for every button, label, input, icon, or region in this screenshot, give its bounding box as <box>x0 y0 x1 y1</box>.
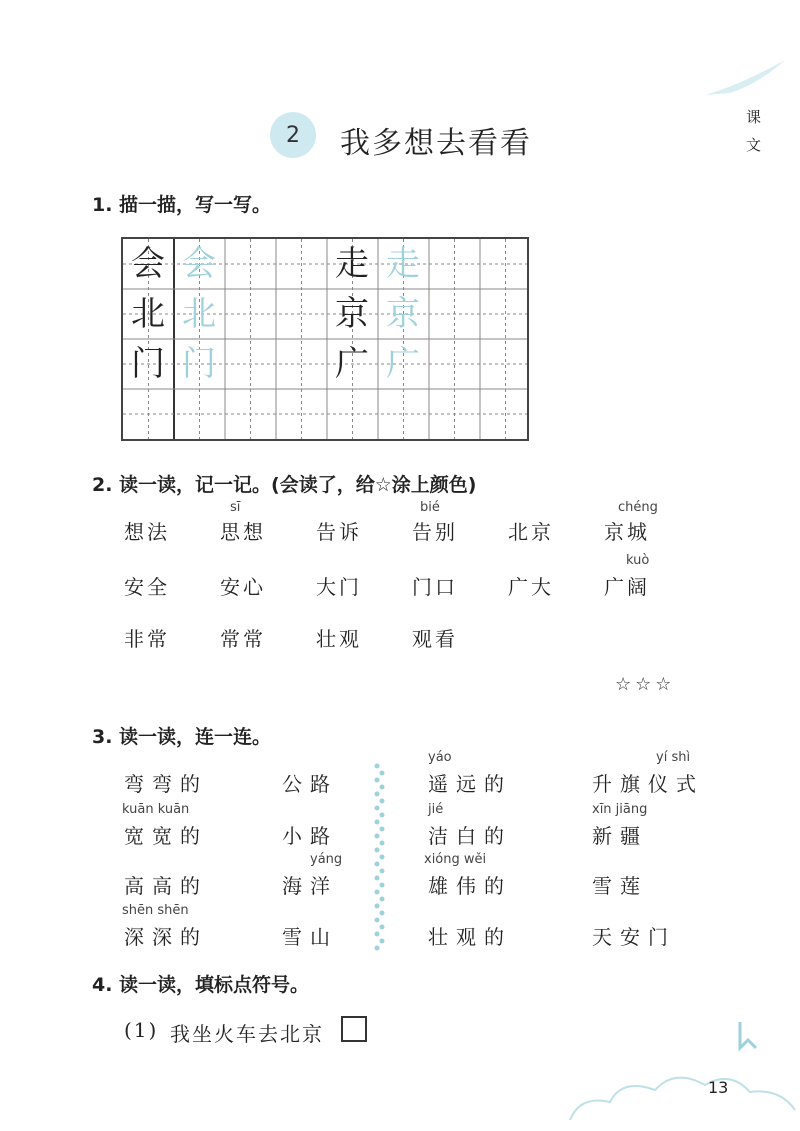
grid-char-solid: 门 <box>131 344 165 384</box>
match-item[interactable]: 升旗仪式 <box>592 772 704 796</box>
match-item[interactable]: 宽宽的 <box>124 824 208 848</box>
pinyin: yí shì <box>656 750 691 765</box>
grid-char-solid: 走 <box>335 244 369 284</box>
rating-stars[interactable]: ☆☆☆ <box>615 674 676 695</box>
vocab-word: 北京 <box>508 520 554 544</box>
bookmark-icon <box>736 1018 760 1052</box>
writing-grid <box>121 237 529 441</box>
match-item[interactable]: 海洋 <box>282 874 338 898</box>
pinyin: shēn shēn <box>122 903 189 918</box>
pinyin: yáo <box>428 750 452 765</box>
grid-char-trace[interactable]: 广 <box>386 344 420 384</box>
vocab-word: 安全 <box>124 575 170 599</box>
question-2-label: 2. 读一读，记一记。(会读了，给☆涂上颜色) <box>92 474 477 496</box>
vocab-word: 告诉 <box>316 520 362 544</box>
grid-char-trace[interactable]: 门 <box>182 344 216 384</box>
page-number: 13 <box>708 1078 729 1097</box>
cloud-decoration <box>560 1040 800 1131</box>
vocab-word: 常常 <box>220 627 266 651</box>
vocab-word: 门口 <box>412 575 458 599</box>
match-item[interactable]: 深深的 <box>124 925 208 949</box>
match-item[interactable]: 雄伟的 <box>428 874 512 898</box>
vocab-word: 京城 <box>604 520 650 544</box>
pinyin: sī <box>230 500 241 515</box>
sentence-text: 我坐火车去北京 <box>170 1022 324 1046</box>
match-item[interactable]: 洁白的 <box>428 824 512 848</box>
lesson-number: 2 <box>286 122 300 148</box>
match-item[interactable]: 遥远的 <box>428 772 512 796</box>
match-item[interactable]: 壮观的 <box>428 925 512 949</box>
vocab-word: 观看 <box>412 627 458 651</box>
pinyin: bié <box>420 500 440 515</box>
question-1-label: 1. 描一描，写一写。 <box>92 194 272 216</box>
match-item[interactable]: 雪莲 <box>592 874 648 898</box>
bird-decoration <box>700 55 790 105</box>
match-item[interactable]: 弯弯的 <box>124 772 208 796</box>
match-item[interactable]: 天安门 <box>592 925 676 949</box>
question-4-label: 4. 读一读，填标点符号。 <box>92 974 310 996</box>
question-3-label: 3. 读一读，连一连。 <box>92 726 272 748</box>
side-label-wen: 文 <box>746 136 762 154</box>
vocab-word: 壮观 <box>316 627 362 651</box>
pinyin: xióng wěi <box>424 852 487 867</box>
dotted-divider <box>373 762 387 954</box>
item-number: (1) <box>124 1018 159 1042</box>
punctuation-answer-box[interactable] <box>341 1016 367 1042</box>
pinyin: xīn jiāng <box>592 802 648 817</box>
grid-char-solid: 北 <box>131 294 165 334</box>
match-item[interactable]: 公路 <box>282 772 338 796</box>
pinyin: chéng <box>618 500 658 515</box>
grid-char-trace[interactable]: 京 <box>386 294 420 334</box>
vocab-word: 告别 <box>412 520 458 544</box>
page-title: 我多想去看看 <box>340 126 532 161</box>
grid-char-solid: 会 <box>131 244 165 284</box>
vocab-word: 想法 <box>124 520 170 544</box>
pinyin: jié <box>428 802 444 817</box>
match-item[interactable]: 高高的 <box>124 874 208 898</box>
vocab-word: 安心 <box>220 575 266 599</box>
pinyin: kuò <box>626 553 650 568</box>
vocab-word: 广阔 <box>604 575 650 599</box>
vocab-word: 非常 <box>124 627 170 651</box>
grid-char-trace[interactable]: 会 <box>182 244 216 284</box>
grid-char-trace[interactable]: 北 <box>182 294 216 334</box>
grid-char-trace[interactable]: 走 <box>386 244 420 284</box>
side-label-ke: 课 <box>746 108 762 126</box>
vocab-word: 广大 <box>508 575 554 599</box>
vocab-word: 大门 <box>316 575 362 599</box>
pinyin: kuān kuān <box>122 802 190 817</box>
match-item[interactable]: 雪山 <box>282 925 338 949</box>
match-item[interactable]: 小路 <box>282 824 338 848</box>
vocab-word: 思想 <box>220 520 266 544</box>
pinyin: yáng <box>310 852 343 867</box>
match-item[interactable]: 新疆 <box>592 824 648 848</box>
grid-char-solid: 广 <box>335 344 369 384</box>
grid-char-solid: 京 <box>335 294 369 334</box>
lesson-number-badge <box>270 112 316 158</box>
